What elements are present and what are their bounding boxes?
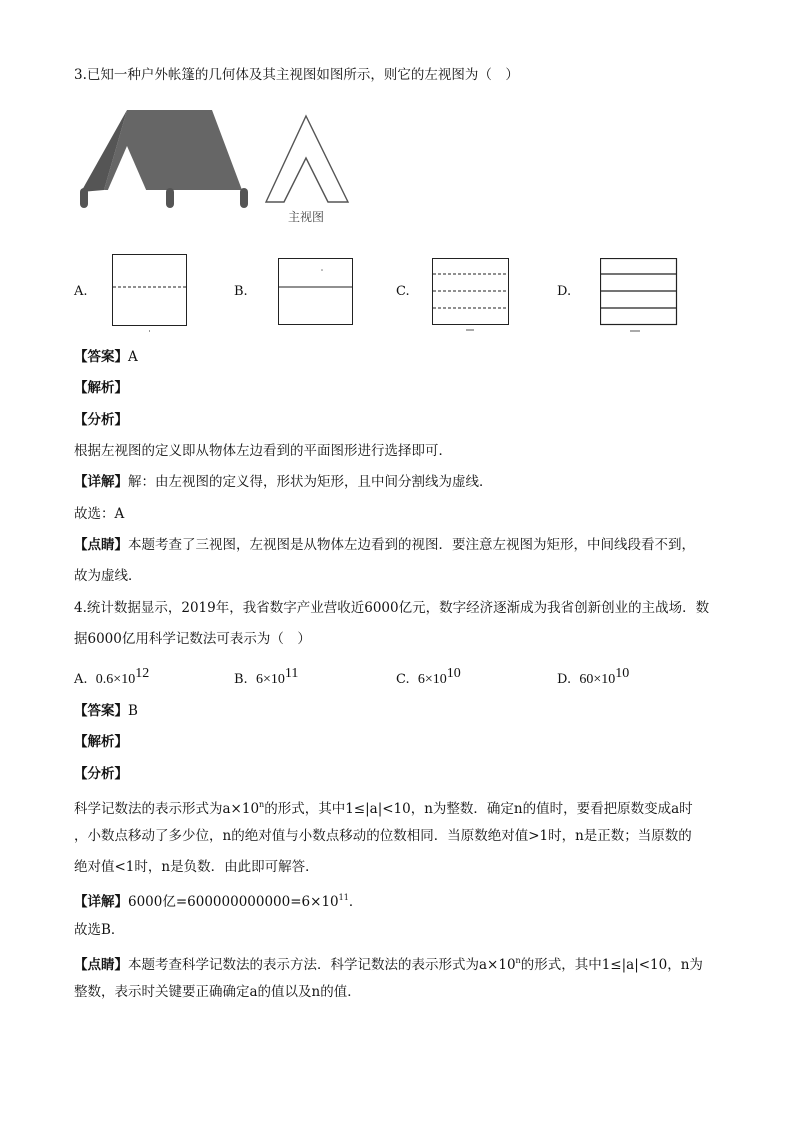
q4-fenxi-line-2: ，小数点移动了多少位，n的绝对值与小数点移动的位数相同．当原数绝对值>1时，n是正数；当原数的	[74, 828, 692, 844]
q4-option-c: C. $6\times 10^{10}$	[396, 666, 461, 687]
q4-stem-line-2: 据6000亿用科学记数法可表示为（ ）	[74, 631, 311, 647]
q4-fenxi-line-1: 科学记数法的表示形式为$a\times 10^n$的形式，其中1≤|a|<10，n为整数．确定n的值时，要看把原数变成a时	[74, 800, 693, 817]
tent-stake-middle	[166, 188, 174, 208]
front-view-caption: 主视图	[288, 210, 325, 224]
q3-option-b-label: B.	[234, 284, 248, 299]
q4-option-a: A. $0.6\times 10^{12}$	[74, 666, 150, 687]
q4-comment-cont: 整数，表示时关键要正确确定a的值以及n的值．	[74, 984, 361, 1000]
q3-fenxi-text: 根据左视图的定义即从物体左边看到的平面图形进行选择即可．	[74, 443, 452, 459]
q4-stem-line-1: 4.统计数据显示，2019年，我省数字产业营收近6000亿元，数字经济逐渐成为我省创新创业的主战场．数	[74, 600, 710, 616]
q3-option-d-label: D.	[557, 284, 572, 299]
q3-comment-cont: 故为虚线．	[74, 568, 142, 584]
q4-detail: 【详解】6000亿$=600000000000=6\times 10^{11}$．	[74, 893, 363, 910]
tent-stake-right	[240, 188, 248, 208]
q3-comment: 【点睛】本题考查了三视图，左视图是从物体左边看到的视图．要注意左视图为矩形，中间线段看不到，	[74, 537, 695, 553]
q3-option-a-label: A.	[74, 284, 88, 299]
tent-solid-figure	[74, 104, 254, 216]
q4-answer: 【答案】B	[74, 703, 138, 719]
q4-option-b: B. $6\times 10^{11}$	[234, 666, 299, 687]
q4-comment: 【点睛】本题考查科学记数法的表示方法．科学记数法的表示形式为$a\times 10^n$的形式，其中1≤|a|<10，n为	[74, 956, 703, 973]
q4-choose: 故选B．	[74, 922, 125, 938]
q4-fenxi-heading: 【分析】	[74, 766, 128, 782]
q3-option-c-figure	[432, 258, 510, 332]
q4-fenxi-line-3: 绝对值<1时，n是负数．由此即可解答．	[74, 859, 319, 875]
q4-jiexi-heading: 【解析】	[74, 734, 128, 750]
q3-answer: 【答案】A	[74, 349, 138, 365]
front-view-outline	[266, 116, 348, 202]
q3-fenxi-heading: 【分析】	[74, 412, 128, 428]
front-view-figure	[264, 114, 354, 204]
q3-jiexi-heading: 【解析】	[74, 380, 128, 396]
tent-stake-left	[80, 188, 88, 208]
q3-stem: 3.已知一种户外帐篷的几何体及其主视图如图所示，则它的左视图为（ ）	[74, 67, 519, 83]
q3-choose: 故选：A	[74, 506, 125, 522]
q4-option-d: D. $60\times 10^{10}$	[557, 666, 630, 687]
q3-option-b-figure	[278, 258, 354, 328]
q3-detail: 【详解】解：由左视图的定义得，形状为矩形，且中间分割线为虚线．	[74, 474, 493, 490]
q3-option-d-figure	[600, 258, 680, 334]
q3-option-c-label: C.	[396, 284, 410, 299]
q3-option-a-figure	[112, 254, 188, 334]
